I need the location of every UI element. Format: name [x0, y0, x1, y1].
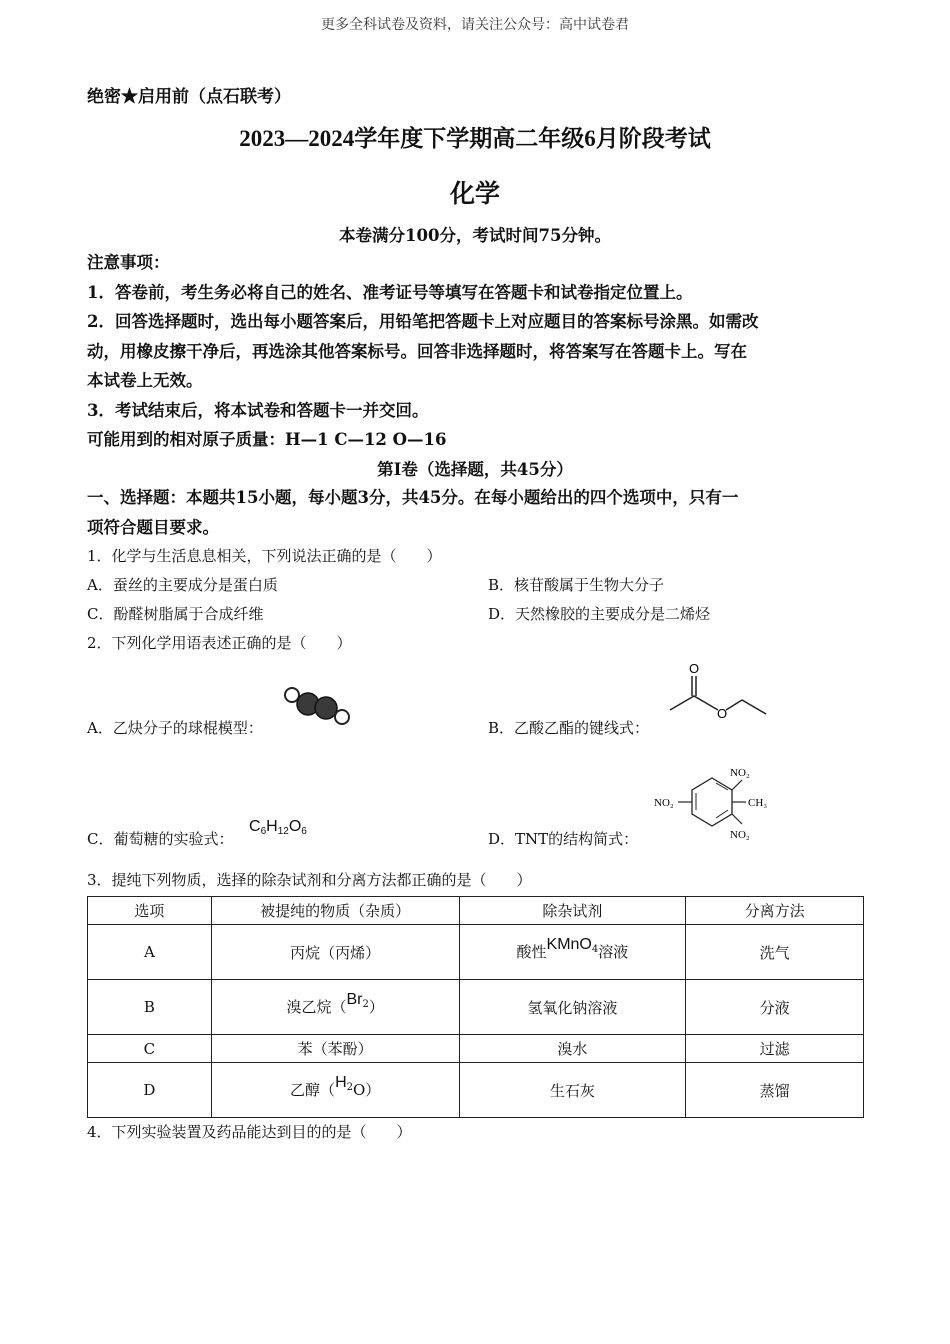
col-header-method: 分离方法	[686, 897, 864, 925]
cell-reagent: 氢氧化钠溶液	[459, 980, 686, 1035]
cell-reagent: 溴水	[459, 1035, 686, 1063]
substance-suffix: O）	[353, 1081, 381, 1099]
tnt-ch3: CH₃	[748, 797, 768, 809]
formula-c-sub: 6	[260, 826, 267, 837]
cell-reagent: 生石灰	[459, 1063, 686, 1118]
table-row	[88, 980, 864, 1035]
ethyl-acetate-skeletal-formula	[662, 658, 778, 732]
section-instructions	[87, 483, 867, 542]
substance-formula-sub: 2	[362, 999, 369, 1010]
q2-option-d: D．TNT的结构简式：	[488, 830, 639, 848]
glucose-empirical-formula	[249, 818, 307, 837]
substance-formula: H	[335, 1074, 347, 1091]
q2-option-a: A．乙炔分子的球棍模型：	[87, 719, 263, 737]
cell-method: 过滤	[686, 1035, 864, 1063]
notice-2c: 本试卷上无效。	[87, 371, 203, 390]
instr-line-a: 一、选择题：本题共15小题，每小题3分，共45分。在每小题给出的四个选项中，只有一	[87, 488, 739, 507]
q2-stem: 2．下列化学用语表述正确的是（ ）	[87, 634, 352, 652]
notice-3: 3．考试结束后，将本试卷和答题卡一并交回。	[87, 400, 429, 420]
table-row	[88, 1035, 864, 1063]
notices	[87, 248, 867, 455]
reagent-formula: KMnO	[546, 936, 592, 953]
cell-substance	[211, 925, 459, 980]
substance-text: 丙烷（丙烯）	[290, 943, 381, 962]
cell-method: 洗气	[686, 925, 864, 980]
formula-h-sub: 12	[277, 826, 289, 837]
q3-table	[87, 896, 864, 1118]
formula-o-sub: 6	[301, 826, 307, 837]
substance-suffix: ）	[368, 998, 384, 1016]
col-header-option: 选项	[88, 897, 212, 925]
tnt-no2-left: NO₂	[654, 797, 674, 809]
tnt-structure	[650, 758, 780, 848]
substance-text: 乙醇（	[290, 1081, 336, 1099]
formula-o: O	[288, 818, 302, 835]
substance-formula-sub: 2	[346, 1082, 353, 1093]
cell-option: D	[88, 1063, 212, 1118]
table-row	[88, 925, 864, 980]
cell-substance	[211, 1063, 459, 1118]
cell-reagent	[459, 925, 686, 980]
instr-line-b: 项符合题目要求。	[87, 517, 219, 537]
exam-title: 2023—2024学年度下学期高二年级6月阶段考试	[239, 126, 711, 151]
cell-option: C	[88, 1035, 212, 1063]
q1-option-b: B．核苷酸属于生物大分子	[488, 576, 665, 594]
reagent-text: 酸性	[516, 943, 547, 961]
cell-option: A	[88, 925, 212, 980]
cell-method: 分液	[686, 980, 864, 1035]
formula-c: C	[249, 818, 261, 835]
table-header-row	[88, 897, 864, 925]
q1-option-c: C．酚醛树脂属于合成纤维	[87, 605, 264, 623]
cell-method: 蒸馏	[686, 1063, 864, 1118]
q2-option-b: B．乙酸乙酯的键线式：	[488, 719, 650, 737]
q3-stem: 3．提纯下列物质，选择的除杂试剂和分离方法都正确的是（ ）	[87, 871, 532, 889]
cell-substance: 苯（苯酚）	[211, 1035, 459, 1063]
ester-carbonyl-o: O	[689, 661, 700, 676]
col-header-substance: 被提纯的物质（杂质）	[211, 897, 459, 925]
acetylene-ball-stick-model	[280, 682, 360, 730]
header-note: 更多全科试卷及资料，请关注公众号：高中试卷君	[321, 17, 629, 33]
tnt-no2-bottom: NO₂	[730, 829, 750, 841]
ester-ether-o: O	[717, 706, 728, 721]
col-header-reagent: 除杂试剂	[459, 897, 686, 925]
formula-h: H	[266, 818, 278, 835]
secret-label: 绝密★启用前（点石联考）	[87, 87, 291, 107]
q1-stem: 1．化学与生活息息相关，下列说法正确的是（ ）	[87, 547, 442, 565]
table-row	[88, 1063, 864, 1118]
reagent-formula-sub: 4	[591, 944, 599, 955]
notice-2b: 动，用橡皮擦干净后，再选涂其他答案标号。回答非选择题时，将答案写在答题卡上。写在	[87, 341, 747, 361]
notices-heading: 注意事项：	[87, 253, 170, 272]
substance-text: 溴乙烷（	[286, 998, 347, 1016]
part-title: 第Ⅰ卷（选择题，共45分）	[377, 460, 573, 479]
notice-1: 1．答卷前，考生务必将自己的姓名、准考证号等填写在答题卡和试卷指定位置上。	[87, 282, 693, 302]
substance-formula: Br	[346, 991, 363, 1008]
q1-option-a: A．蚕丝的主要成分是蛋白质	[87, 576, 278, 594]
q1-option-d: D．天然橡胶的主要成分是二烯烃	[488, 605, 711, 623]
notice-2a: 2．回答选择题时，选出每小题答案后，用铅笔把答题卡上对应题目的答案标号涂黑。如需改	[87, 312, 759, 331]
cell-substance	[211, 980, 459, 1035]
q4-stem: 4．下列实验装置及药品能达到目的的是（ ）	[87, 1123, 412, 1141]
score-time: 本卷满分100分，考试时间75分钟。	[339, 226, 611, 245]
atomic-mass: 可能用到的相对原子质量：H—1 C—12 O—16	[87, 430, 447, 449]
cell-option: B	[88, 980, 212, 1035]
exam-subject: 化学	[449, 179, 500, 208]
reagent-suffix: 溶液	[598, 943, 629, 961]
tnt-no2-top: NO₂	[730, 767, 750, 779]
q2-option-c: C．葡萄糖的实验式：	[87, 830, 234, 848]
